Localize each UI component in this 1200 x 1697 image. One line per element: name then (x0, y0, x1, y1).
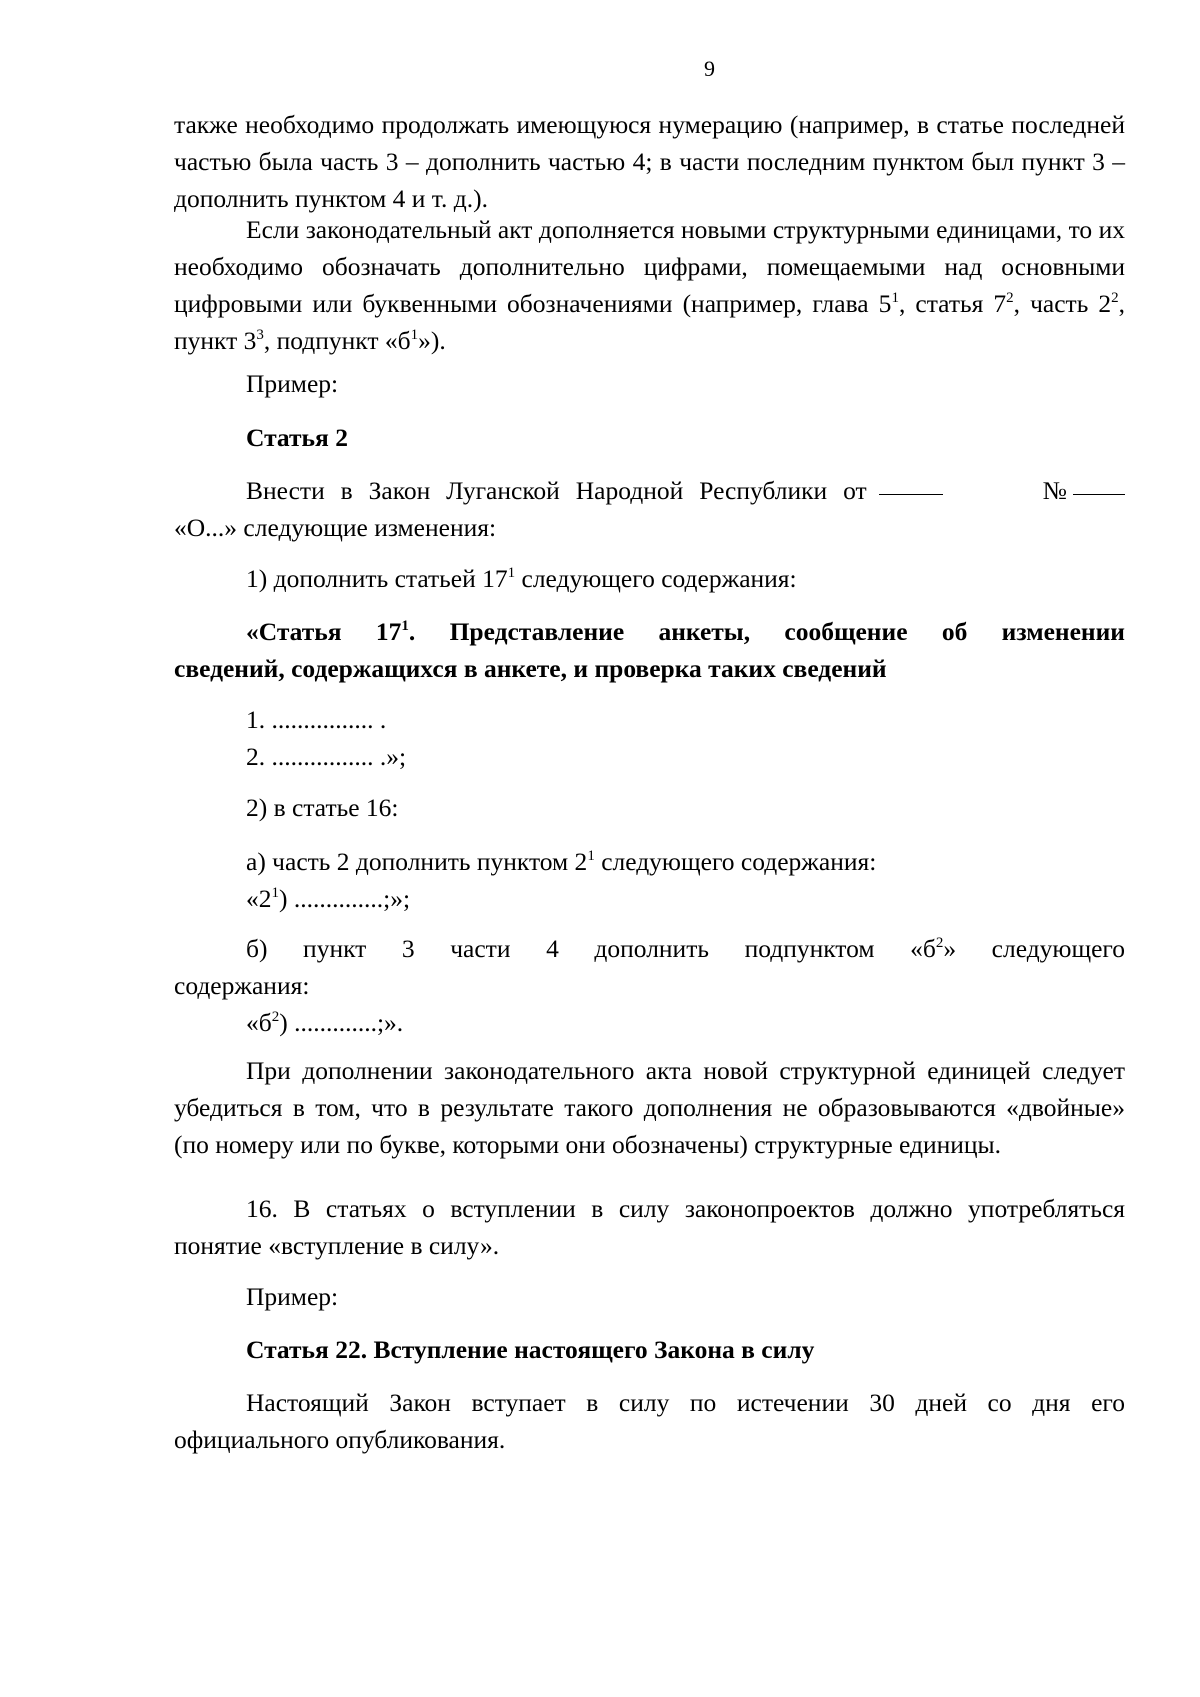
example-label-2: Пример: (246, 1282, 339, 1311)
article-22-title: Статья 22. Вступление настоящего Закона в силу (246, 1335, 815, 1364)
subitem-a-text: «$2^1$) ..............;»; (246, 884, 411, 913)
dots-item-2: 2. ................ .»; (246, 742, 407, 771)
article-17-1-title: «Статья $17^1$. Представление анкеты, сообщение об изменении сведений, содержащихся в анкете, и проверка таких сведений (174, 617, 1125, 683)
document-page (174, 0, 1125, 1697)
page-number: 9 (704, 56, 715, 81)
item-2: 2) в статье 16: (246, 793, 399, 822)
subitem-a: а) часть 2 дополнить пунктом $2^1$ следующего содержания: «$2^1$) ..............;»; (174, 843, 1197, 917)
subitem-b: б) пункт 3 части 4 дополнить подпунктом «$б^2$» следующего содержания: «$б^2$) .............;». (174, 930, 1125, 1041)
paragraph-numbering-continuation: также необходимо продолжать имеющуюся нумерацию (например, в статье последней частью была часть 3 – дополнить частью 4; в части последним пунктом был пункт 3 – дополнить пунктом 4 и т. д.). (174, 110, 1125, 213)
amendment-intro-text: Внести в Закон Луганской Народной Республики от (246, 476, 867, 505)
number-blank (1073, 472, 1125, 495)
date-blank (879, 472, 943, 495)
article-2-title: Статья 2 (246, 423, 348, 452)
paragraph-entry-into-force: Настоящий Закон вступает в силу по истечении 30 дней со дня его официального опубликования. (174, 1388, 1125, 1454)
dots-item-1: 1. ................ . (246, 705, 387, 734)
amendment-intro-line2: «О...» следующие изменения: (174, 513, 497, 542)
example-label: Пример: (246, 369, 339, 398)
subitem-b-text: «$б^2$) .............;». (246, 1008, 404, 1037)
article-17-1-items (174, 701, 1197, 775)
paragraph-16: 16. В статьях о вступлении в силу законопроектов должно употребляться понятие «вступление в силу». (174, 1194, 1125, 1260)
paragraph-double-units: При дополнении законодательного акта новой структурной единицей следует убедиться в том, что в результате такого дополнения не образовываются «двойные» (по номеру или по букве, которыми они обозначены) структурные единицы. (174, 1056, 1125, 1159)
amendment-intro (174, 472, 1125, 546)
item-1: 1) дополнить статьей $17^1$ следующего содержания: (246, 564, 797, 593)
number-sign: № (1042, 476, 1067, 505)
paragraph-superscript-rule: Если законодательный акт дополняется новыми структурными единицами, то их необходимо обозначать дополнительно цифрами, помещаемыми над основными цифровыми или буквенными обозначениями (например, глава $5^1$, статья $7^2$, часть $2^2$, пункт $3^3$, подпункт «$б^1$»). (174, 215, 1126, 355)
